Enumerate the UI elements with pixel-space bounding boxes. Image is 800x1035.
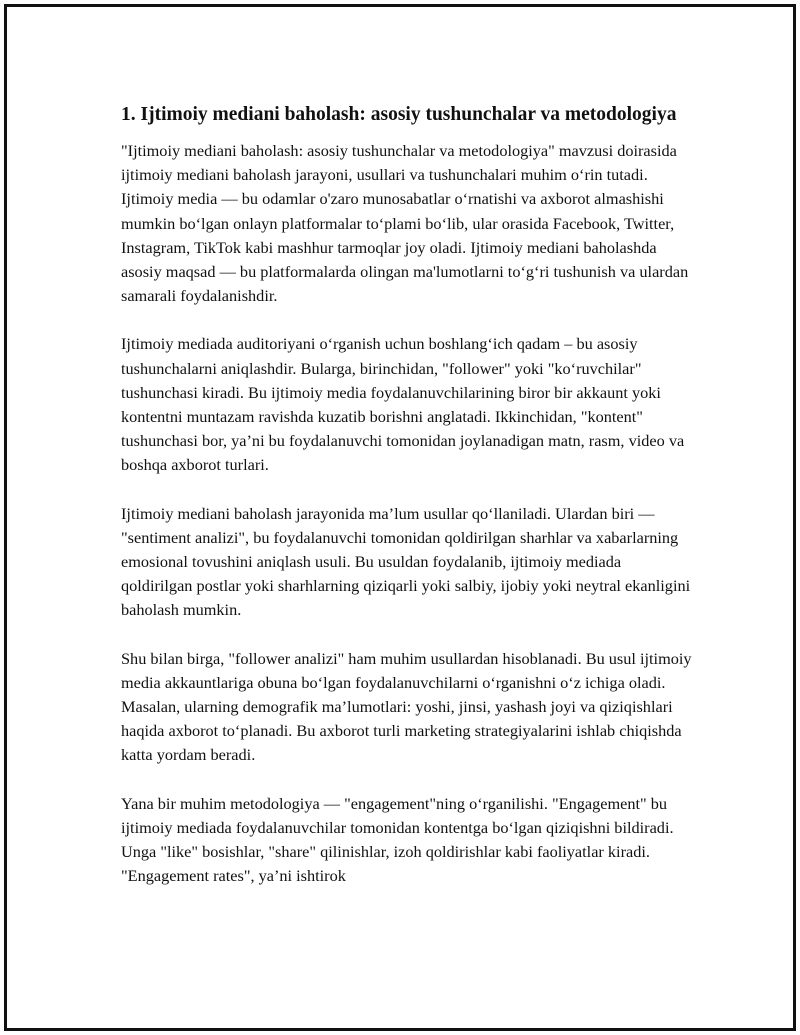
paragraph-2: Ijtimoiy mediada auditoriyani oʻrganish uchun boshlangʻich qadam – bu asosiy tushunchalarni aniqlashdir. Bularga, birinchidan, "follower" yoki "koʻruvchilar" tushunchasi kiradi. Bu ijtimoiy media foydalanuvchilarining biror bir akkaunt yoki kontentni muntazam ravishda kuzatib borishni anglatadi. Ikkinchidan, "kontent" tushunchasi bor, ya’ni bu foydalanuvchi tomonidan joylanadigan matn, rasm, video va boshqa axborot turlari. — [121, 334, 685, 475]
document-body — [121, 101, 693, 912]
paragraph-4: Shu bilan birga, "follower analizi" ham muhim usullardan hisoblanadi. Bu usul ijtimoiy media akkauntlariga obuna boʻlgan foydalanuvchilarni oʻrganishni oʻz ichiga oladi. Masalan, ularning demografik ma’lumotlari: yoshi, jinsi, yashash joyi va qiziqishlari haqida axborot toʻplanadi. Bu axborot turli marketing strategiyalarini ishlab chiqishda katta yordam beradi. — [121, 648, 692, 765]
paragraph-5: Yana bir muhim metodologiya — "engagement"ning oʻrganilishi. "Engagement" bu ijtimoiy mediada foydalanuvchilar tomonidan kontentga boʻlgan qiziqishni bildiradi. Unga "like" bosishlar, "share" qilinishlar, izoh qoldirishlar kabi faoliyatlar kiradi. "Engagement rates", ya’ni ishtirok — [121, 793, 674, 886]
paragraph-1: "Ijtimoiy mediani baholash: asosiy tushunchalar va metodologiya" mavzusi doirasida ijtimoiy mediani baholash jarayoni, usullari va tushunchalari muhim oʻrin tutadi. Ijtimoiy media — bu odamlar o'zaro munosabatlar oʻrnatishi va axborot almashishi mumkin boʻlgan onlayn platformalar toʻplami boʻlib, ular orasida Facebook, Twitter, Instagram, TikTok kabi mashhur tarmoqlar joy oladi. Ijtimoiy mediani baholashda asosiy maqsad — bu platformalarda olingan ma'lumotlarni toʻgʻri tushunish va ulardan samarali foydalanishdir. — [121, 141, 689, 306]
paragraph-3: Ijtimoiy mediani baholash jarayonida ma’lum usullar qoʻllaniladi. Ulardan biri — "sentiment analizi", bu foydalanuvchi tomonidan qoldirilgan sharhlar va xabarlarning emosional tovushini aniqlash usuli. Bu usuldan foydalanib, ijtimoiy mediada qoldirilgan postlar yoki sharhlarning qiziqarli yoki salbiy, ijobiy yoki neytral ekanligini baholash mumkin. — [121, 503, 691, 620]
document-page — [4, 4, 796, 1031]
section-heading: 1. Ijtimoiy mediani baholash: asosiy tushunchalar va metodologiya — [121, 104, 677, 125]
